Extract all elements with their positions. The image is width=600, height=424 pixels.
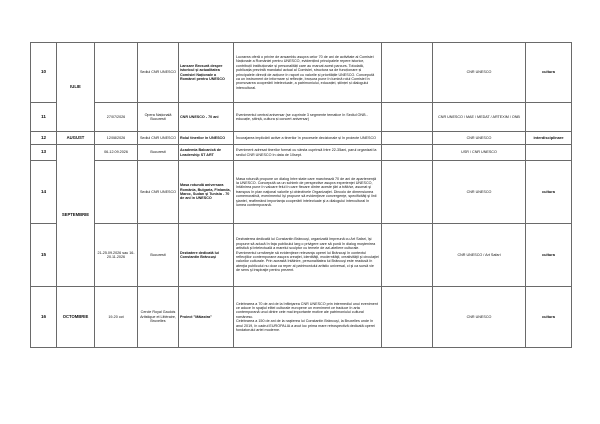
description-paragraph: Lucrarea oferă o privire de ansamblu asupra celor 70 de ani de activitate ai Comisiei Naționale a României pentru UNESCO, evidențiind principalele repere istorice, contribuții instituționale și personalități care au marcat acest parcurs. Totodată, publicația prezintă mandatul actual al Comisiei, structura sa de funcționare și principalele direcții de acțiune în raport cu valorile și prioritățile UNESCO. Concepută ca un instrument de informare și reflecție, broșura pune în lumină rolul Comisiei în promovarea cooperării intelectuale, a patrimoniului, educației, științei și dialogului intercultural. — [236, 54, 375, 90]
organizer-cell: USR / CNR UNESCO — [433, 145, 526, 161]
description-cell — [234, 145, 382, 161]
venue-cell: Opera Națională Bucuresti — [138, 103, 179, 132]
description-paragraph: Încurajarea implicării active a tinerilor în procesele decizionale și în proiecte UNESCO — [236, 135, 376, 140]
project-title: Rolul tinerilor în UNESCO — [179, 132, 234, 145]
description-cell — [234, 287, 382, 348]
partners-cell — [382, 145, 433, 161]
description-paragraph: Celebrarea a 150 de ani de la naşterea lui Constantin Brâncuşi, la Bruxelles unde în anul 2019, în cadrul EUROPALIA a avut loc prima mare retrospectivă dedicată operei fondatorului artei moderne. — [236, 319, 375, 333]
organizer-cell: CNR UNESCO — [433, 43, 526, 103]
domain-cell: cultura — [526, 161, 572, 224]
project-title: Proiect "Măiastra" — [179, 287, 234, 348]
date-cell: 21-25.09.2026 sau 16-20.11.2026 — [95, 224, 138, 287]
description-cell — [234, 132, 382, 145]
description-cell — [234, 161, 382, 224]
organizer-cell: CNR UNESCO — [433, 287, 526, 348]
venue-cell: Sediul CNR UNESCO — [138, 43, 179, 103]
domain-cell: cultura — [526, 224, 572, 287]
description-paragraph: Masa rotundă propune un dialog între state care marchează 70 de ani de apartenenţă la UNESCO. Concepută ca un schimb de perspective asupra experienţei UNESCO, întâlnirea pune în valoare felul în care fiecare dintre aceste ţări a trăit/se, asumat şi transpus în plan naţional valorile şi obiectivele Organizaţiei. Dincolo de dimensiunea comemorativă, evenimentul îşi propune să evidenţieze convergenţe, specificităţi şi linii şiantei, reafirmând importanţa cooperării intelectuale şi a dialogului intercultural în lumea contemporană. — [236, 176, 377, 208]
date-cell: 06-12.09.2026 — [95, 145, 138, 161]
venue-cell: Bucuresti — [138, 145, 179, 161]
date-cell: 12/08/2026 — [95, 132, 138, 145]
domain-cell — [526, 145, 572, 161]
description-cell — [234, 224, 382, 287]
date-cell — [95, 161, 138, 224]
table-row — [31, 132, 572, 145]
table-row — [31, 287, 572, 348]
row-number: 13 — [31, 145, 57, 161]
organizer-cell: CNR UNESCO — [433, 132, 526, 145]
row-number: 11 — [31, 103, 57, 132]
description-paragraph: Dezbaterea dedicată lui Constantin Brâncuşi, organizată împreună cu Art Safari, îşi propune să aducă în faţa publicului larg o privigere care să pună în dialog moştenirea artistică şi intelectuală a marelui sculptor cu temele de azi-ateliere culturale. Evenimentul urmăreşte să evidenţieze relevanţa operei lui Brâncuşi în contextul reflecţiilor contemporane asupra creaţiei, identităţii, modernităţii, creativităţii şi circulaţiei valorilor culturale. Prin această întâlnire, personalitatea lui Brâncuşi este readusă în atenţia publicului nu doar ca reper al patrimoniului artistic universal, ci şi ca sursă vie de sens şi inspiraţie pentru prezent. — [236, 237, 379, 273]
description-paragraph: Celebrarea a 70 de ani de la înfiinţarea CNR UNESCO prin intermediul unui eveniment ce aduce în spaţiul elitei culturale europene un eveniment ce traduce în arta contemporană unul dintre cele mai importante motive ale patrimoniului cultural românesc. — [236, 301, 378, 319]
venue-cell: Bucuresti — [138, 224, 179, 287]
date-cell: 19-20 oct — [95, 287, 138, 348]
month-cell: IULIE — [57, 43, 95, 132]
project-title: CNR UNESCO - 70 ani — [179, 103, 234, 132]
description-paragraph: Eveniment adresat tinerilor format cu vârsta cuprinsă între 22-35ani, parul organizat la sediul CNR UNESCO în data de 10sept. — [236, 148, 377, 157]
description-cell — [234, 103, 382, 132]
partners-cell — [382, 43, 433, 103]
table-row — [31, 103, 572, 132]
organizer-cell: CNR UNESCO — [433, 161, 526, 224]
description-cell — [234, 43, 382, 103]
project-title: Masa rotundă aniversara România, Bulgaria, Finlanda, Maroc, Sudan și Tunisia - 70 de ani în UNESCO — [179, 161, 234, 224]
row-number: 12 — [31, 132, 57, 145]
partners-cell — [382, 161, 433, 224]
organizer-cell: CNR UNESCO / Art Safari — [433, 224, 526, 287]
venue-cell: Sediul CNR UNESCO — [138, 132, 179, 145]
row-number: 16 — [31, 287, 57, 348]
month-cell: AUGUST — [57, 132, 95, 145]
project-title: Academia Balcanică de Leadership ST ART — [179, 145, 234, 161]
month-cell: SEPTEMBRIE — [57, 145, 95, 287]
partners-cell — [382, 132, 433, 145]
domain-cell: cultura — [526, 43, 572, 103]
domain-cell: cultura — [526, 287, 572, 348]
partners-cell — [382, 287, 433, 348]
table-row — [31, 145, 572, 161]
domain-cell — [526, 103, 572, 132]
table-row — [31, 161, 572, 224]
date-cell — [95, 43, 138, 103]
table-row — [31, 224, 572, 287]
organizer-cell: CNR UNESCO / MAE / MEDAT / ARTEXIM / ONB — [433, 103, 526, 132]
row-number: 14 — [31, 161, 57, 224]
domain-cell: interdisciplinare — [526, 132, 572, 145]
row-number: 10 — [31, 43, 57, 103]
venue-cell: Cercle Royal Gaulois Artistique et Littéraire, Bruxelles — [138, 287, 179, 348]
schedule-table — [30, 42, 572, 348]
venue-cell: Sediul CNR UNESCO — [138, 161, 179, 224]
project-title: Lansare Brosură despre istoricul și actualitatea Comisiei Naționale a Românei pentru UNESCO — [179, 43, 234, 103]
month-cell: OCTOMBRIE — [57, 287, 95, 348]
description-paragraph: Evenimentul central aniversar (se cuprinde 3 segmente tematice în Sediul ONB - educație, știință, cultura și concert aniversar) — [236, 112, 368, 121]
project-title: Dezbatere dedicată lui Constantin Brâncuși — [179, 224, 234, 287]
date-cell: 27/07/2026 — [95, 103, 138, 132]
row-number: 15 — [31, 224, 57, 287]
table-row — [31, 43, 572, 103]
partners-cell — [382, 224, 433, 287]
partners-cell — [382, 103, 433, 132]
